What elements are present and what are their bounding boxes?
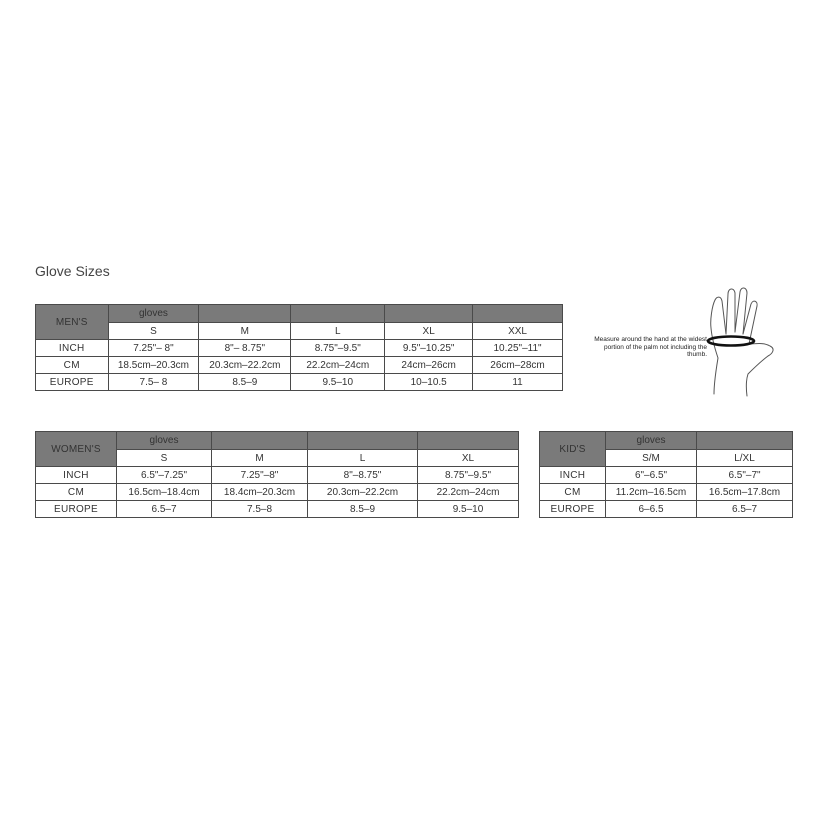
table-cell: 7.5–8 [212, 501, 308, 518]
table-cell: 16.5cm–17.8cm [697, 484, 793, 501]
table-cell: 24cm–26cm [385, 357, 473, 374]
table-row [36, 484, 519, 501]
table-cell: 10–10.5 [385, 374, 473, 391]
table-row [540, 467, 793, 484]
table-row [36, 357, 563, 374]
header-fill [418, 432, 519, 450]
measure-instruction: Measure around the hand at the widest portion of the palm not including the thumb. [594, 336, 707, 358]
table-cell: 20.3cm–22.2cm [199, 357, 291, 374]
table-cell: 6.5"–7" [697, 467, 793, 484]
table-row [540, 501, 793, 518]
table-row [36, 374, 563, 391]
womens-gloves-label: gloves [117, 432, 212, 450]
womens-group-label: WOMEN'S [36, 432, 117, 467]
row-label: EUROPE [540, 501, 606, 518]
table-cell: 8.75"–9.5" [418, 467, 519, 484]
size-header: S/M [606, 450, 697, 467]
size-header: XL [418, 450, 519, 467]
row-label: INCH [540, 467, 606, 484]
table-row [36, 340, 563, 357]
table-cell: 7.25"–8" [212, 467, 308, 484]
size-header: S [108, 323, 199, 340]
table-cell: 8.75"–9.5" [291, 340, 385, 357]
table-row [36, 467, 519, 484]
table-cell: 18.4cm–20.3cm [212, 484, 308, 501]
row-label: INCH [36, 467, 117, 484]
womens-size-table [35, 431, 519, 518]
size-header: M [199, 323, 291, 340]
size-header: M [212, 450, 308, 467]
row-label: INCH [36, 340, 109, 357]
table-cell: 7.25"– 8" [108, 340, 199, 357]
page-title: Glove Sizes [35, 263, 110, 279]
table-cell: 22.2cm–24cm [418, 484, 519, 501]
table-cell: 20.3cm–22.2cm [308, 484, 418, 501]
table-cell: 6.5"–7.25" [117, 467, 212, 484]
table-cell: 11.2cm–16.5cm [606, 484, 697, 501]
table-row [540, 484, 793, 501]
size-header: L/XL [697, 450, 793, 467]
table-cell: 16.5cm–18.4cm [117, 484, 212, 501]
row-label: CM [36, 484, 117, 501]
table-cell: 11 [473, 374, 563, 391]
hand-measure-icon [700, 282, 790, 400]
row-label: EUROPE [36, 501, 117, 518]
table-cell: 8.5–9 [199, 374, 291, 391]
mens-size-table [35, 304, 563, 391]
row-label: EUROPE [36, 374, 109, 391]
header-fill [199, 305, 291, 323]
table-cell: 6.5–7 [117, 501, 212, 518]
table-cell: 7.5– 8 [108, 374, 199, 391]
header-fill [212, 432, 308, 450]
table-cell: 9.5–10 [291, 374, 385, 391]
mens-group-label: MEN'S [36, 305, 109, 340]
header-fill [473, 305, 563, 323]
table-row [36, 501, 519, 518]
row-label: CM [540, 484, 606, 501]
kids-gloves-label: gloves [606, 432, 697, 450]
measure-band [708, 337, 754, 346]
table-cell: 9.5–10 [418, 501, 519, 518]
table-cell: 6"–6.5" [606, 467, 697, 484]
size-header: L [291, 323, 385, 340]
table-cell: 8"– 8.75" [199, 340, 291, 357]
kids-group-label: KID'S [540, 432, 606, 467]
table-cell: 22.2cm–24cm [291, 357, 385, 374]
header-fill [291, 305, 385, 323]
size-header: S [117, 450, 212, 467]
header-fill [385, 305, 473, 323]
table-cell: 18.5cm–20.3cm [108, 357, 199, 374]
table-cell: 6–6.5 [606, 501, 697, 518]
kids-size-table [539, 431, 793, 518]
size-header: XXL [473, 323, 563, 340]
row-label: CM [36, 357, 109, 374]
header-fill [697, 432, 793, 450]
table-cell: 8"–8.75" [308, 467, 418, 484]
mens-gloves-label: gloves [108, 305, 199, 323]
table-cell: 10.25"–11" [473, 340, 563, 357]
table-cell: 9.5"–10.25" [385, 340, 473, 357]
size-header: L [308, 450, 418, 467]
table-cell: 8.5–9 [308, 501, 418, 518]
table-cell: 26cm–28cm [473, 357, 563, 374]
header-fill [308, 432, 418, 450]
size-header: XL [385, 323, 473, 340]
table-cell: 6.5–7 [697, 501, 793, 518]
